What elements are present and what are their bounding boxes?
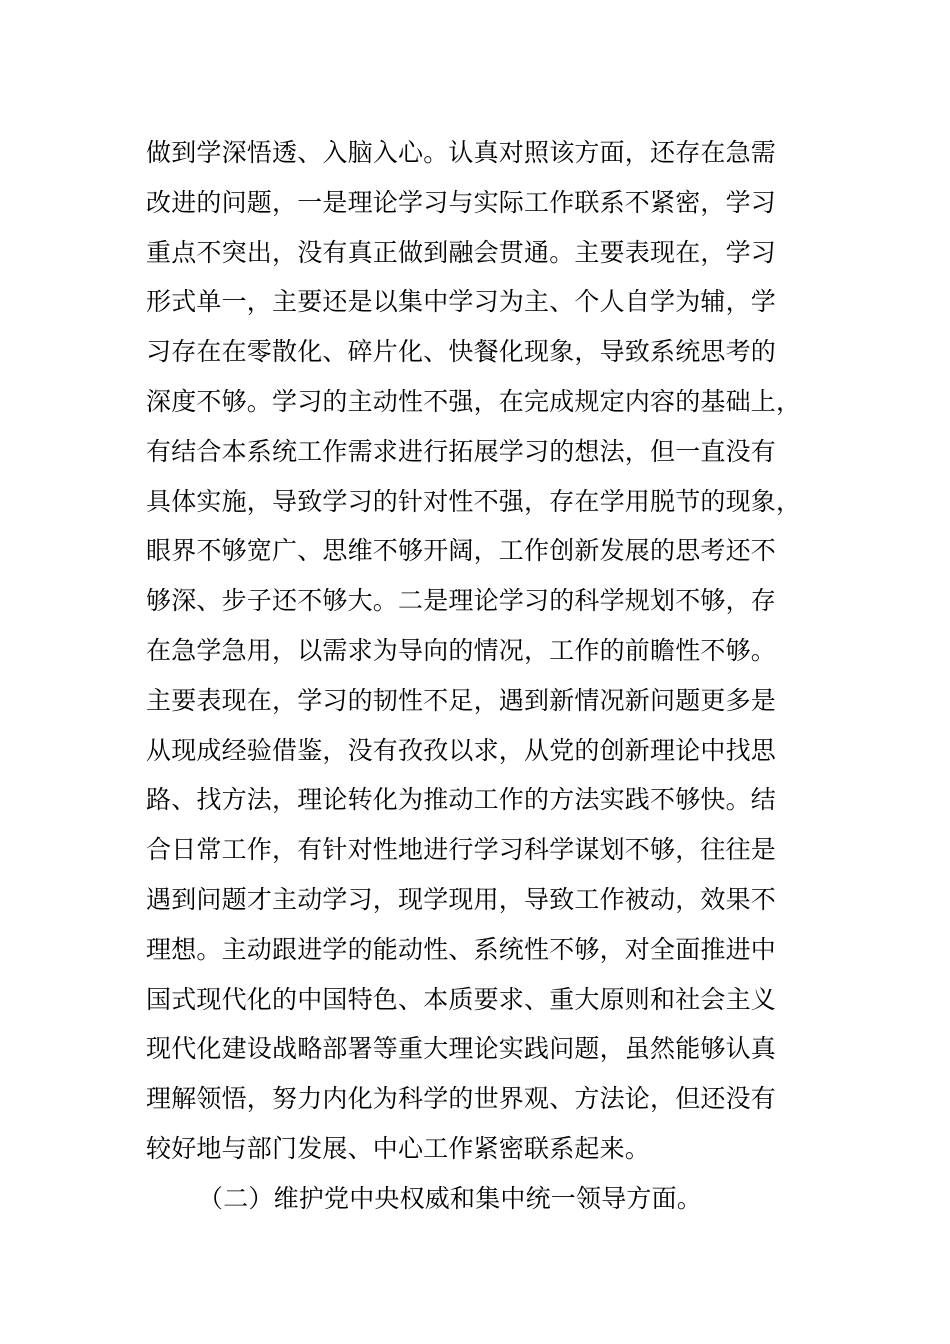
text-line: 主要表现在，学习的韧性不足，遇到新情况新问题更多是 [146, 685, 777, 715]
text-line: 眼界不够宽广、思维不够开阔，工作创新发展的思考还不 [146, 536, 777, 566]
text-line: 重点不突出，没有真正做到融会贯通。主要表现在，学习 [146, 237, 777, 267]
text-line: 现代化建设战略部署等重大理论实践问题，虽然能够认真 [146, 1034, 777, 1064]
text-line: 形式单一，主要还是以集中学习为主、个人自学为辅，学 [146, 287, 777, 317]
text-line: 路、找方法，理论转化为推动工作的方法实践不够快。结 [146, 785, 777, 815]
text-line: 较好地与部门发展、中心工作紧密联系起来。 [146, 1133, 651, 1163]
text-line: 深度不够。学习的主动性不强，在完成规定内容的基础上， [146, 386, 802, 416]
section-heading: （二）维护党中央权威和集中统一领导方面。 [198, 1183, 703, 1213]
text-line: 做到学深悟透、入脑入心。认真对照该方面，还存在急需 [146, 138, 777, 167]
text-line: 具体实施，导致学习的针对性不强，存在学用脱节的现象， [146, 486, 802, 516]
text-line: 在急学急用，以需求为导向的情况，工作的前瞻性不够。 [146, 635, 777, 665]
body-text [146, 128, 826, 1224]
text-line: 改进的问题，一是理论学习与实际工作联系不紧密，学习 [146, 187, 777, 217]
text-line: 理想。主动跟进学的能动性、系统性不够，对全面推进中 [146, 934, 777, 964]
text-line: 习存在在零散化、碎片化、快餐化现象，导致系统思考的 [146, 337, 777, 367]
text-line: 够深、步子还不够大。二是理论学习的科学规划不够，存 [146, 586, 777, 616]
text-line: 从现成经验借鉴，没有孜孜以求，从党的创新理论中找思 [146, 735, 777, 765]
text-line: 有结合本系统工作需求进行拓展学习的想法，但一直没有 [146, 436, 777, 466]
text-line: 合日常工作，有针对性地进行学习科学谋划不够，往往是 [146, 835, 777, 865]
text-line: 遇到问题才主动学习，现学现用，导致工作被动，效果不 [146, 884, 777, 914]
text-line: 国式现代化的中国特色、本质要求、重大原则和社会主义 [146, 984, 777, 1014]
text-line: 理解领悟，努力内化为科学的世界观、方法论，但还没有 [146, 1084, 777, 1114]
